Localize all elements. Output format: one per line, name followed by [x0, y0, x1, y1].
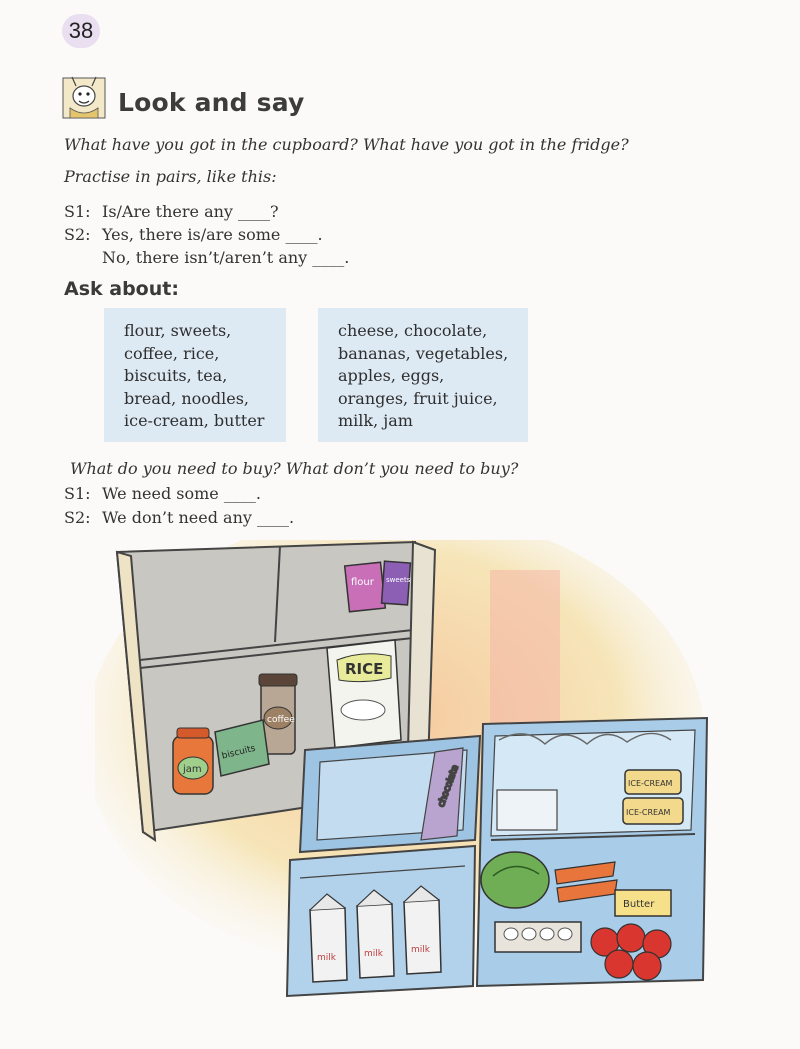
sweets-packet	[382, 561, 411, 605]
milk-carton-3	[404, 886, 441, 974]
dialogue-line	[64, 508, 294, 527]
ice-cream-tub-1	[625, 770, 681, 794]
word-list-item: flour, sweets,	[124, 321, 232, 340]
dialogue-text: We need some ____.	[102, 484, 261, 503]
speaker-label: S2:	[64, 508, 91, 527]
sweets-label: sweets	[386, 576, 411, 584]
egg-tray	[495, 922, 581, 952]
dialogue-text: Yes, there is/are some ____.	[102, 225, 323, 244]
kitchen-illustration	[95, 540, 745, 1020]
word-list-item: milk, jam	[338, 411, 413, 430]
milk-carton-1	[310, 894, 347, 982]
milk-label: milk	[411, 945, 430, 955]
dialogue-line	[64, 225, 323, 244]
word-list-item: biscuits, tea,	[124, 366, 228, 385]
word-list-item: coffee, rice,	[124, 343, 220, 363]
page-number: 38	[62, 14, 100, 48]
word-box-2	[318, 308, 528, 442]
coffee-label: coffee	[267, 715, 295, 725]
jam-jar	[173, 728, 213, 794]
dialogue-line	[64, 202, 279, 221]
word-list-item: oranges, fruit juice,	[338, 388, 498, 408]
butter-block	[615, 890, 671, 916]
chocolate-label: chocolate	[436, 763, 461, 809]
word-list-item: bananas, vegetables,	[338, 343, 509, 363]
freezer-door	[300, 736, 480, 852]
ice-cream-label-1: ICE-CREAM	[628, 779, 673, 788]
milk-carton-2	[357, 890, 394, 978]
freezer-box	[497, 790, 557, 830]
milk-label: milk	[364, 949, 383, 959]
instruction-line-3: What do you need to buy? What don’t you need to buy?	[70, 459, 519, 478]
flour-label: flour	[351, 577, 374, 588]
word-box-1	[104, 308, 286, 442]
cartoon-character-icon	[62, 74, 108, 120]
ice-cream-label-2: ICE-CREAM	[626, 808, 671, 817]
speaker-label: S2:	[64, 225, 91, 244]
word-list-item: cheese, chocolate,	[338, 321, 488, 340]
milk-label: milk	[317, 953, 336, 963]
dialogue-text: We don’t need any ____.	[102, 508, 295, 527]
dialogue-text: No, there isn’t/aren’t any ____.	[102, 248, 350, 267]
word-list-item: apples, eggs,	[338, 366, 445, 385]
rice-bag	[327, 640, 401, 748]
dialogue-text: Is/Are there any ____?	[102, 202, 279, 221]
ask-about-heading: Ask about:	[64, 278, 179, 300]
ice-cream-tub-2	[623, 798, 683, 824]
rice-label: RICE	[345, 660, 384, 678]
word-list-item: ice-cream, butter	[124, 411, 265, 430]
butter-label: Butter	[623, 899, 655, 910]
word-list-item: bread, noodles,	[124, 388, 250, 408]
speaker-label: S1:	[64, 484, 91, 503]
jam-label: jam	[183, 764, 202, 775]
section-title: Look and say	[118, 88, 305, 117]
cabbage	[481, 852, 549, 908]
speaker-label: S1:	[64, 202, 91, 221]
biscuits-label: biscuits	[220, 743, 257, 762]
dialogue-line	[64, 248, 349, 267]
dialogue-line	[64, 484, 261, 503]
instruction-line-1: What have you got in the cupboard? What have you got in the fridge?	[64, 135, 629, 154]
instruction-line-2: Practise in pairs, like this:	[64, 167, 277, 186]
section-header	[62, 74, 462, 126]
flour-packet	[345, 562, 386, 612]
